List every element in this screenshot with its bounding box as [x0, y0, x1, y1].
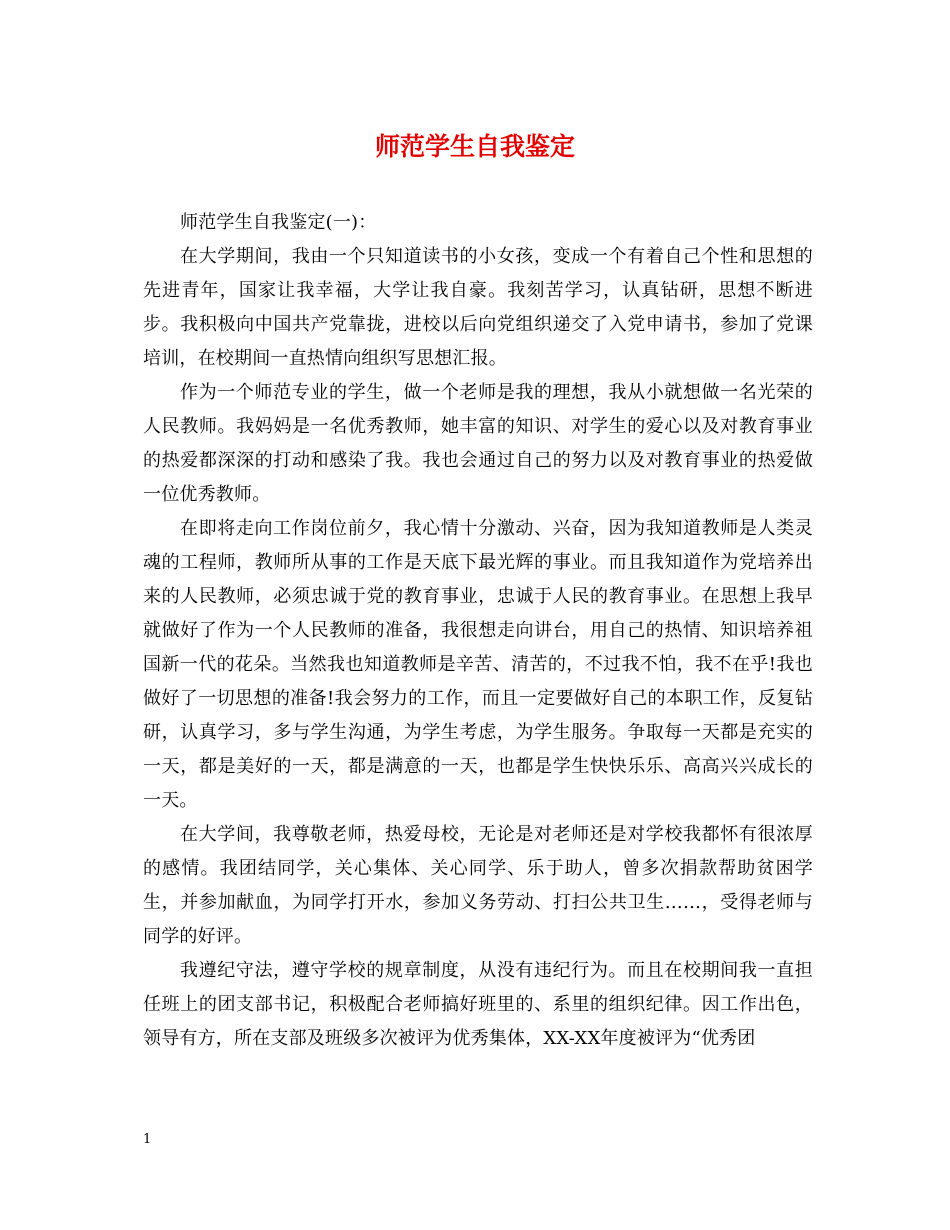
- document-body: [143, 206, 813, 1056]
- page-number: 1: [143, 1132, 152, 1147]
- paragraph-subtitle: 师范学生自我鉴定(一)：: [180, 212, 377, 233]
- paragraph: 我遵纪守法，遵守学校的规章制度，从没有违纪行为。而且在校期间我一直担任班上的团支部书记，积极配合老师搞好班里的、系里的组织纪律。因工作出色，领导有方，所在支部及班级多次被评为优秀集体，XX-XX年度被评为“优秀团: [143, 960, 813, 1049]
- paragraph: 在大学期间，我由一个只知道读书的小女孩，变成一个有着自己个性和思想的先进青年，国家让我幸福，大学让我自豪。我刻苦学习，认真钻研，思想不断进步。我积极向中国共产党靠拢，进校以后向党组织递交了入党申请书，参加了党课培训，在校期间一直热情向组织写思想汇报。: [143, 246, 813, 369]
- paragraph: 在大学间，我尊敬老师，热爱母校，无论是对老师还是对学校我都怀有很浓厚的感情。我团结同学，关心集体、关心同学、乐于助人，曾多次捐款帮助贫困学生，并参加献血，为同学打开水，参加义务劳动、打扫公共卫生……，受得老师与同学的好评。: [143, 824, 813, 947]
- paragraph: 在即将走向工作岗位前夕，我心情十分激动、兴奋，因为我知道教师是人类灵魂的工程师，教师所从事的工作是天底下最光辉的事业。而且我知道作为党培养出来的人民教师，必须忠诚于党的教育事业，忠诚于人民的教育事业。在思想上我早就做好了作为一个人民教师的准备，我很想走向讲台，用自己的热情、知识培养祖国新一代的花朵。当然我也知道教师是辛苦、清苦的，不过我不怕，我不在乎!我也做好了一切思想的准备!我会努力的工作，而且一定要做好自己的本职工作，反复钻研，认真学习，多与学生沟通，为学生考虑，为学生服务。争取每一天都是充实的一天，都是美好的一天，都是满意的一天，也都是学生快快乐乐、高高兴兴成长的一天。: [143, 518, 813, 811]
- document-title: 师范学生自我鉴定: [374, 132, 575, 161]
- paragraph: 作为一个师范专业的学生，做一个老师是我的理想，我从小就想做一名光荣的人民教师。我妈妈是一名优秀教师，她丰富的知识、对学生的爱心以及对教育事业的热爱都深深的打动和感染了我。我也会通过自己的努力以及对教育事业的热爱做一位优秀教师。: [143, 382, 813, 505]
